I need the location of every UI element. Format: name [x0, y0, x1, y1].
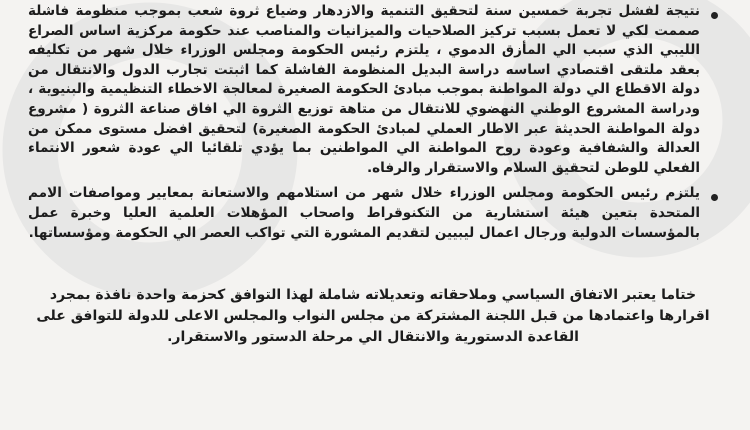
bullet-dot-icon: [711, 12, 718, 19]
document-body: [28, 0, 718, 348]
bullet-item: [28, 2, 718, 178]
bullet-list: [28, 2, 718, 243]
bullet-text: يلتزم رئيس الحكومة ومجلس الوزراء خلال شهر من استلامهم والاستعانة بمعايير ومواصفات الامم المتحدة بتعين هيئة استشارية من التكنوقراط واصحاب المؤهلات العلمية العليا وخبرة عمل بالمؤسسات الدولية ورجال اعمال ليبيين لتقديم المشورة التي تواكب العصر الي الحكومة ومؤسساتها.: [28, 185, 700, 241]
bullet-item: [28, 184, 718, 243]
bullet-dot-icon: [711, 194, 718, 201]
bullet-text: نتيجة لفشل تجربة خمسين سنة لتحقيق التنمية والازدهار وضياع ثروة شعب بموجب منظومة فاشلة صممت لكي لا تعمل بسبب تركيز الصلاحيات والميزانيات والمناصب عند حكومة مركزية اساس الصراع الليبي الذي سبب الي المأزق الدموي ، يلتزم رئيس الحكومة ومجلس الوزراء خلال شهر من تكليفه بعقد ملتقى اقتصادي اساسه دراسة البديل المنظومة الفاشلة كما اثبتت تجارب الدول والانتقال من دولة الاقطاع الي دولة المواطنة بموجب مبادئ الحكومة الصغيرة لمعالجة الاخطاء التنظيمية والبنيوية ، ودراسة المشروع الوطني النهضوي للانتقال من متاهة توزيع الثروة الي افاق صناعة الثروة ( مشروع دولة المواطنة الحديثة عبر الاطار العملي لمبادئ الحكومة الصغيرة) لتحقيق افضل مستوى ممكن من العدالة والشفافية وعودة روح المواطنة الي المواطنين بما يؤدي تلقائيا الي عودة شعور الانتماء الفعلي للوطن لتحقيق السلام والاستقرار والرفاه.: [28, 3, 700, 176]
closing-paragraph: ختاما يعتبر الاتفاق السياسي وملاحقاته وتعديلاته شاملة لهذا التوافق كحزمة واحدة نافذة بمجرد اقرارها واعتمادها من قبل اللجنة المشتركة من مجلس النواب والمجلس الاعلى للدولة للتوافق على القاعدة الدستورية والانتقال الي مرحلة الدستور والاستقرار.: [36, 287, 710, 346]
